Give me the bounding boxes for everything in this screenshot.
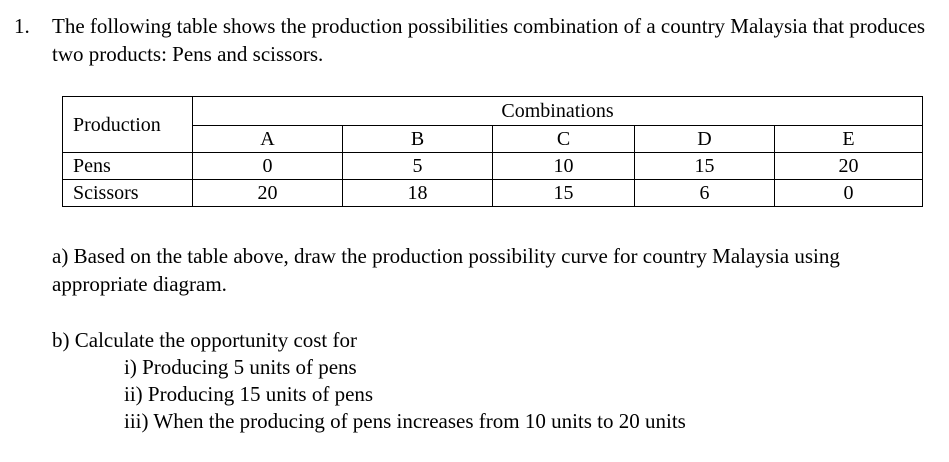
table-cell: 0 — [775, 180, 923, 207]
combinations-header: Combinations — [193, 97, 923, 126]
production-possibilities-table — [62, 96, 923, 207]
table-cell: 20 — [193, 180, 343, 207]
production-header: Production — [63, 97, 193, 153]
subquestion-item: ii) Producing 15 units of pens — [124, 382, 374, 406]
column-label: C — [493, 126, 635, 153]
table-cell: 0 — [193, 153, 343, 180]
table-cell: 5 — [343, 153, 493, 180]
subquestion-item: iii) When the producing of pens increases from 10 units to 20 units — [124, 409, 686, 433]
question-number: 1. — [14, 14, 30, 38]
table-row-pens — [63, 153, 923, 180]
table-cell: 15 — [493, 180, 635, 207]
part-a-question: a) Based on the table above, draw the production possibility curve for country Malaysia using appropriate diagram. — [52, 244, 840, 296]
part-b-subquestions — [124, 354, 686, 435]
row-label: Scissors — [63, 180, 193, 207]
column-label: A — [193, 126, 343, 153]
table-cell: 6 — [635, 180, 775, 207]
table-cell: 18 — [343, 180, 493, 207]
column-label: D — [635, 126, 775, 153]
part-b-question: b) Calculate the opportunity cost for — [52, 328, 358, 352]
column-label: B — [343, 126, 493, 153]
row-label: Pens — [63, 153, 193, 180]
column-label: E — [775, 126, 923, 153]
question-text: The following table shows the production possibilities combination of a country Malaysia that produces two products: Pens and scissors. — [52, 14, 926, 66]
table-cell: 15 — [635, 153, 775, 180]
table-row-scissors — [63, 180, 923, 207]
table-cell: 10 — [493, 153, 635, 180]
table-header-row — [63, 97, 923, 126]
subquestion-item: i) Producing 5 units of pens — [124, 355, 357, 379]
table-cell: 20 — [775, 153, 923, 180]
